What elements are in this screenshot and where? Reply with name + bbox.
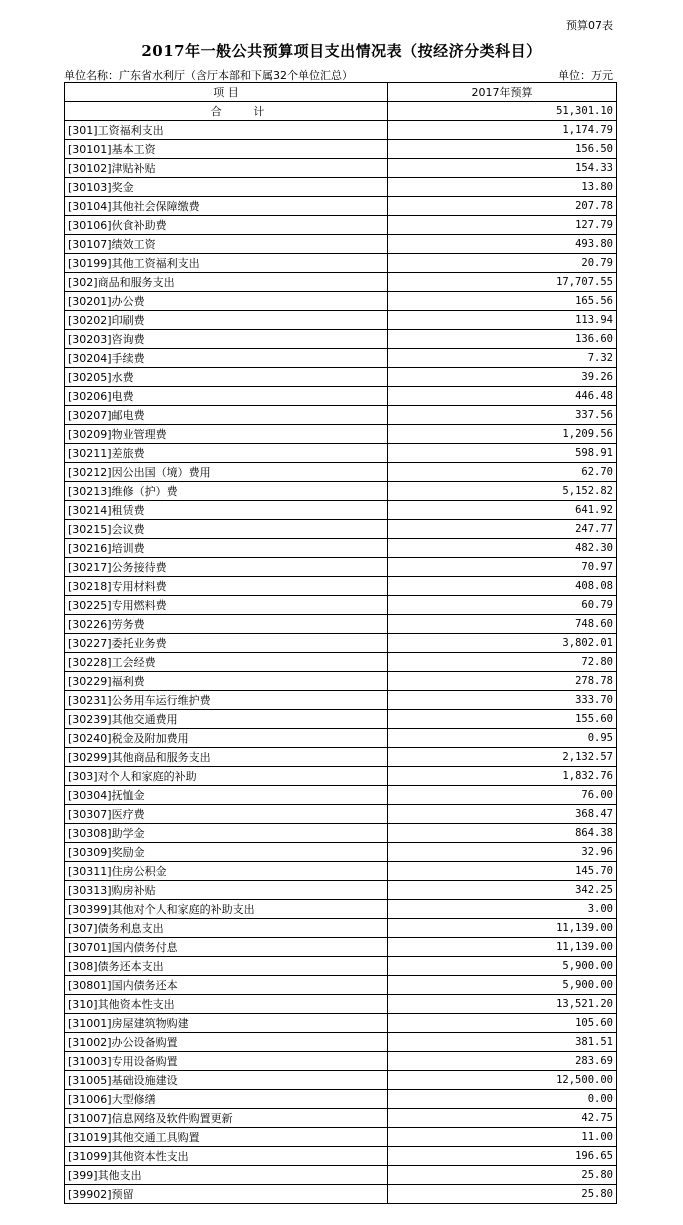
- row-budget-value: 342.25: [388, 881, 617, 900]
- row-budget-value: 247.77: [388, 520, 617, 539]
- table-row: [65, 843, 617, 862]
- table-row: [65, 957, 617, 976]
- table-row: [65, 539, 617, 558]
- row-item-name: [39902]预留: [65, 1185, 388, 1204]
- table-row: [65, 273, 617, 292]
- table-row: [65, 311, 617, 330]
- table-row: [65, 444, 617, 463]
- row-budget-value: 105.60: [388, 1014, 617, 1033]
- row-item-name: [30228]工会经费: [65, 653, 388, 672]
- row-item-name: [30701]国内债务付息: [65, 938, 388, 957]
- table-row: [65, 463, 617, 482]
- row-budget-value: 748.60: [388, 615, 617, 634]
- row-budget-value: 25.80: [388, 1166, 617, 1185]
- row-item-name: [30239]其他交通费用: [65, 710, 388, 729]
- row-item-name: [30214]租赁费: [65, 501, 388, 520]
- table-row: [65, 1128, 617, 1147]
- row-item-name: [31003]专用设备购置: [65, 1052, 388, 1071]
- row-budget-value: 3,802.01: [388, 634, 617, 653]
- table-row: [65, 558, 617, 577]
- row-item-name: [30102]津贴补贴: [65, 159, 388, 178]
- row-item-name: [30103]奖金: [65, 178, 388, 197]
- header-budget: 2017年预算: [388, 83, 617, 102]
- row-item-name: [30107]绩效工资: [65, 235, 388, 254]
- row-item-name: [30201]办公费: [65, 292, 388, 311]
- row-budget-value: 76.00: [388, 786, 617, 805]
- row-budget-value: 5,900.00: [388, 957, 617, 976]
- row-budget-value: 113.94: [388, 311, 617, 330]
- row-item-name: [30225]专用燃料费: [65, 596, 388, 615]
- row-item-name: [30213]维修（护）费: [65, 482, 388, 501]
- table-row: [65, 710, 617, 729]
- row-item-name: [30313]购房补贴: [65, 881, 388, 900]
- document-code: 预算07表: [566, 19, 613, 32]
- row-item-name: [31006]大型修缮: [65, 1090, 388, 1109]
- row-budget-value: 154.33: [388, 159, 617, 178]
- row-budget-value: 482.30: [388, 539, 617, 558]
- row-budget-value: 25.80: [388, 1185, 617, 1204]
- row-budget-value: 333.70: [388, 691, 617, 710]
- row-item-name: [30308]助学金: [65, 824, 388, 843]
- table-row: [65, 159, 617, 178]
- table-row: [65, 140, 617, 159]
- row-budget-value: 3.00: [388, 900, 617, 919]
- row-item-name: [30104]其他社会保障缴费: [65, 197, 388, 216]
- row-item-name: [31005]基础设施建设: [65, 1071, 388, 1090]
- row-budget-value: 207.78: [388, 197, 617, 216]
- unit-name-label: 单位名称：广东省水利厅（含厅本部和下属32个单位汇总）: [64, 69, 353, 82]
- row-budget-value: 283.69: [388, 1052, 617, 1071]
- row-item-name: [31007]信息网络及软件购置更新: [65, 1109, 388, 1128]
- table-row: [65, 1014, 617, 1033]
- row-budget-value: 337.56: [388, 406, 617, 425]
- row-item-name: [30216]培训费: [65, 539, 388, 558]
- table-row: [65, 615, 617, 634]
- row-item-name: [30209]物业管理费: [65, 425, 388, 444]
- row-item-name: [30231]公务用车运行维护费: [65, 691, 388, 710]
- table-row: [65, 387, 617, 406]
- row-budget-value: 32.96: [388, 843, 617, 862]
- table-row: [65, 121, 617, 140]
- row-budget-value: 12,500.00: [388, 1071, 617, 1090]
- row-budget-value: 136.60: [388, 330, 617, 349]
- table-row: [65, 862, 617, 881]
- row-budget-value: 17,707.55: [388, 273, 617, 292]
- table-row: [65, 1185, 617, 1204]
- row-item-name: [30204]手续费: [65, 349, 388, 368]
- table-row: [65, 254, 617, 273]
- row-item-name: [307]债务利息支出: [65, 919, 388, 938]
- table-row: [65, 881, 617, 900]
- row-budget-value: 156.50: [388, 140, 617, 159]
- table-row: [65, 178, 617, 197]
- row-budget-value: 165.56: [388, 292, 617, 311]
- row-budget-value: 127.79: [388, 216, 617, 235]
- table-row: [65, 938, 617, 957]
- row-item-name: [310]其他资本性支出: [65, 995, 388, 1014]
- table-header-row: [65, 83, 617, 102]
- row-budget-value: 641.92: [388, 501, 617, 520]
- row-item-name: [30304]抚恤金: [65, 786, 388, 805]
- table-row: [65, 995, 617, 1014]
- table-row: [65, 1109, 617, 1128]
- row-budget-value: 39.26: [388, 368, 617, 387]
- row-item-name: [31019]其他交通工具购置: [65, 1128, 388, 1147]
- table-row: [65, 349, 617, 368]
- row-budget-value: 11,139.00: [388, 938, 617, 957]
- table-row: [65, 368, 617, 387]
- budget-table: [64, 82, 617, 1204]
- header-item: 项 目: [65, 83, 388, 102]
- table-row: [65, 292, 617, 311]
- table-row: [65, 976, 617, 995]
- row-item-name: [30311]住房公积金: [65, 862, 388, 881]
- row-budget-value: 196.65: [388, 1147, 617, 1166]
- row-item-name: [30205]水费: [65, 368, 388, 387]
- total-value: 51,301.10: [388, 102, 617, 121]
- table-row: [65, 919, 617, 938]
- table-row: [65, 520, 617, 539]
- table-row: [65, 577, 617, 596]
- total-label: 合 计: [65, 102, 388, 121]
- table-row: [65, 1147, 617, 1166]
- table-row: [65, 1071, 617, 1090]
- row-budget-value: 13,521.20: [388, 995, 617, 1014]
- row-budget-value: 278.78: [388, 672, 617, 691]
- row-item-name: [30202]印刷费: [65, 311, 388, 330]
- row-budget-value: 0.95: [388, 729, 617, 748]
- row-budget-value: 20.79: [388, 254, 617, 273]
- table-row: [65, 216, 617, 235]
- row-budget-value: 42.75: [388, 1109, 617, 1128]
- row-item-name: [30206]电费: [65, 387, 388, 406]
- row-budget-value: 5,900.00: [388, 976, 617, 995]
- row-item-name: [30299]其他商品和服务支出: [65, 748, 388, 767]
- row-item-name: [30229]福利费: [65, 672, 388, 691]
- row-budget-value: 381.51: [388, 1033, 617, 1052]
- row-item-name: [31099]其他资本性支出: [65, 1147, 388, 1166]
- table-row: [65, 786, 617, 805]
- row-item-name: [30101]基本工资: [65, 140, 388, 159]
- table-row: [65, 406, 617, 425]
- table-row: [65, 691, 617, 710]
- row-budget-value: 368.47: [388, 805, 617, 824]
- row-budget-value: 1,209.56: [388, 425, 617, 444]
- row-budget-value: 2,132.57: [388, 748, 617, 767]
- table-row: [65, 634, 617, 653]
- row-budget-value: 62.70: [388, 463, 617, 482]
- table-row: [65, 197, 617, 216]
- row-budget-value: 155.60: [388, 710, 617, 729]
- row-budget-value: 60.79: [388, 596, 617, 615]
- row-budget-value: 408.08: [388, 577, 617, 596]
- table-row: [65, 1033, 617, 1052]
- row-item-name: [30211]差旅费: [65, 444, 388, 463]
- row-budget-value: 1,174.79: [388, 121, 617, 140]
- table-row: [65, 501, 617, 520]
- row-item-name: [30203]咨询费: [65, 330, 388, 349]
- row-item-name: [30218]专用材料费: [65, 577, 388, 596]
- table-row: [65, 824, 617, 843]
- row-item-name: [31001]房屋建筑物购建: [65, 1014, 388, 1033]
- row-budget-value: 11,139.00: [388, 919, 617, 938]
- table-row: [65, 672, 617, 691]
- row-item-name: [30801]国内债务还本: [65, 976, 388, 995]
- row-budget-value: 7.32: [388, 349, 617, 368]
- table-row: [65, 767, 617, 786]
- table-row: [65, 235, 617, 254]
- table-row: [65, 1166, 617, 1185]
- page-title: 2017年一般公共预算项目支出情况表（按经济分类科目）: [141, 42, 542, 60]
- table-row: [65, 482, 617, 501]
- table-row: [65, 748, 617, 767]
- row-budget-value: 1,832.76: [388, 767, 617, 786]
- row-item-name: [30215]会议费: [65, 520, 388, 539]
- row-budget-value: 864.38: [388, 824, 617, 843]
- row-item-name: [30240]税金及附加费用: [65, 729, 388, 748]
- table-row: [65, 596, 617, 615]
- row-item-name: [303]对个人和家庭的补助: [65, 767, 388, 786]
- row-item-name: [30199]其他工资福利支出: [65, 254, 388, 273]
- row-budget-value: 13.80: [388, 178, 617, 197]
- table-row: [65, 805, 617, 824]
- row-item-name: [30226]劳务费: [65, 615, 388, 634]
- row-item-name: [31002]办公设备购置: [65, 1033, 388, 1052]
- row-item-name: [302]商品和服务支出: [65, 273, 388, 292]
- row-item-name: [30207]邮电费: [65, 406, 388, 425]
- row-item-name: [399]其他支出: [65, 1166, 388, 1185]
- row-budget-value: 5,152.82: [388, 482, 617, 501]
- row-item-name: [30309]奖励金: [65, 843, 388, 862]
- table-row: [65, 653, 617, 672]
- table-row: [65, 1052, 617, 1071]
- total-row: [65, 102, 617, 121]
- unit-label: 单位：万元: [558, 69, 613, 82]
- row-item-name: [308]债务还本支出: [65, 957, 388, 976]
- row-budget-value: 493.80: [388, 235, 617, 254]
- row-item-name: [30217]公务接待费: [65, 558, 388, 577]
- row-budget-value: 145.70: [388, 862, 617, 881]
- table-row: [65, 900, 617, 919]
- row-budget-value: 72.80: [388, 653, 617, 672]
- row-budget-value: 0.00: [388, 1090, 617, 1109]
- table-row: [65, 729, 617, 748]
- row-item-name: [30106]伙食补助费: [65, 216, 388, 235]
- row-item-name: [30212]因公出国（境）费用: [65, 463, 388, 482]
- table-row: [65, 330, 617, 349]
- row-item-name: [301]工资福利支出: [65, 121, 388, 140]
- table-row: [65, 425, 617, 444]
- row-budget-value: 446.48: [388, 387, 617, 406]
- table-row: [65, 1090, 617, 1109]
- row-budget-value: 598.91: [388, 444, 617, 463]
- row-item-name: [30227]委托业务费: [65, 634, 388, 653]
- row-item-name: [30307]医疗费: [65, 805, 388, 824]
- row-budget-value: 11.00: [388, 1128, 617, 1147]
- row-budget-value: 70.97: [388, 558, 617, 577]
- row-item-name: [30399]其他对个人和家庭的补助支出: [65, 900, 388, 919]
